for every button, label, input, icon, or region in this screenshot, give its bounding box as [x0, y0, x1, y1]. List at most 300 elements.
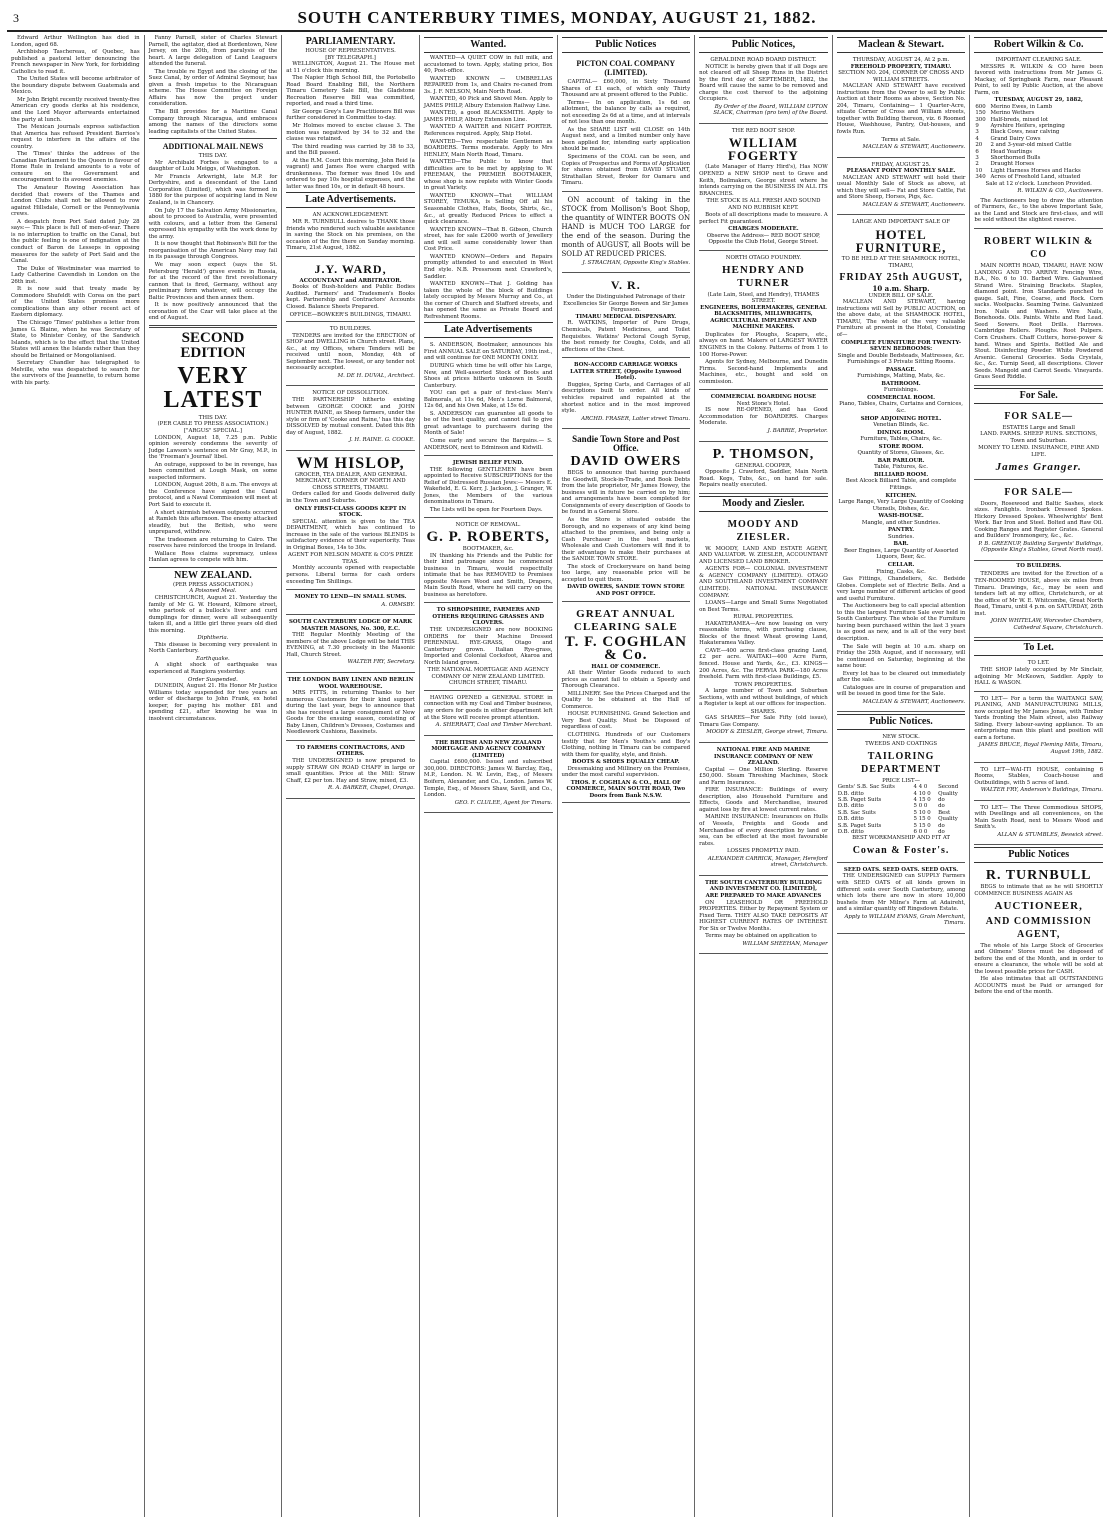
ad-body: The Auctioneers beg to draw the attention of Farmers, &c., to the above Important Sale, as the Land and Stock are first-class, and will be sold without the slightest reserve.: [974, 197, 1103, 224]
news-item: It is now thought that Robinson's Bill for the reorganisation of the American Navy may fail in its passage through Congress.: [148, 241, 278, 261]
ad-heading: TO BUILDERS.: [329, 326, 372, 333]
divider: [149, 567, 278, 568]
advertisement: [562, 431, 691, 601]
room-heading: BAR.: [893, 541, 909, 548]
ad-signature: J. STRACHAN, Opposite King's Stables.: [582, 259, 691, 266]
ad-heading: JEWISH BELIEF FUND.: [452, 460, 524, 467]
ad-body: Piano, Tables, Chairs, Curtains and Cornices, &c.: [839, 401, 963, 414]
ad-heading: FREEHOLD PROPERTY, TIMARU.: [850, 63, 952, 70]
table-cell: 4 15 0: [913, 796, 931, 803]
table-cell: 10: [975, 167, 983, 174]
ad-body: NOTICE is hereby given that if all Dogs are not cleared off all Sheep Runs in the District by the first day of SEPTEMBER, 1882, the Board will cause the same to be removed and charge the cost thereof to the adjoining Occupiers.: [699, 63, 828, 103]
ad-body: He also intimates that all OUTSTANDING ACCOUNTS must be Paid or arranged for before the end of the month.: [974, 976, 1103, 996]
masthead: [7, 6, 1107, 32]
room-heading: STORE ROOM.: [878, 443, 924, 450]
advertisement: [562, 194, 691, 274]
ad-body: IS now RE-OPENED, and has Good Accommodation for BOARDERS. Charges Moderate.: [699, 407, 828, 427]
ad-signature: ALLAN & STUMBLES, Beswick street.: [997, 831, 1103, 838]
ad-body: Dressmaking and Millinery on the Premises, under the most careful supervision.: [561, 765, 691, 779]
ad-body: BEGS to intimate that as he will SHORTLY COMMENCE BUSINESS AGAIN AS: [974, 884, 1103, 897]
table-cell: 20: [975, 142, 983, 149]
room-heading: BAR PARLOUR.: [877, 457, 925, 464]
news-item: The Napier High School Bill, the Portobello Road Board Enabling Bill, the Northern Timaru Cemetery Sale Bill, the Gladstone Recreation Reserve Bill was committed, reported, and read a third time.: [286, 75, 415, 108]
advertisement: [974, 231, 1103, 386]
ad-subheading: (Late Lain, Steel, and Hendry), THAMES STREET.: [707, 291, 820, 305]
ad-heading: FOR SALE—: [1004, 486, 1074, 498]
ad-body: HOUSE FURNISHING. Grand Selection and Very Best Quality. Must be Disposed of regardless of cost.: [561, 711, 691, 731]
ad-body: Come early and secure the Bargains.— S. ANDERSON, next to Edminson and Kidwill.: [423, 437, 553, 451]
ad-signature: JAMES BRUCE, Royal Fleming Mills, Timaru, August 19th, 1882.: [978, 742, 1103, 755]
ad-body: Furnishings.: [883, 387, 919, 394]
ad-name: HOTEL FURNITURE,: [855, 227, 947, 256]
ad-name: James Granger.: [995, 460, 1082, 473]
advertisement: [837, 865, 966, 934]
room-heading: COMMERCIAL ROOM.: [867, 394, 935, 401]
ad-body: TO LET— For a term the WAITANGI SAW, PLANING, AND MANUFACTURING MILLS, now occupied by Mr James Jonas, with Timber Yards fronting the Main street, also Railway Siding. Every labour-saving appliance. To an enterprising man this plant and position will earn a fortune.: [974, 695, 1103, 741]
news-item: Mr John Bright recently received twenty-five American cry goods clerks at his residence, and the Lord Mayor afterwards entertained the party at lunch.: [11, 96, 140, 123]
classified-item: WANTED A WAITER and NIGHT PORTER. References required. Apply, Ship Hotel.: [423, 124, 553, 138]
ad-heading: MONEY TO LEND—IN SMALL SUMS.: [294, 594, 407, 601]
ad-heading: THE BRITISH AND NEW ZEALAND MORTGAGE AND AGENCY COMPANY (LIMITED): [431, 739, 545, 759]
news-item: A short skirmish between outposts occurred at Ramleh this afternoon. The enemy attacked steadily, but the British, who were unprepared, withdrew.: [148, 509, 278, 536]
ad-heading: THE LONDON BABY LINEN AND BERLIN WOOL WAREHOUSE.: [287, 677, 414, 690]
ad-name: WILLIAM FOGERTY: [728, 135, 799, 164]
ad-heading: SOUTH CANTERBURY LODGE OF MARK MASTER MASONS, No. 300, E.C.: [289, 619, 413, 632]
table-cell: Black Cows, near calving: [990, 129, 1060, 136]
ad-heading: FOR SALE—: [1004, 410, 1074, 422]
table-cell: D.B. ditto: [837, 790, 864, 797]
advertisement: [424, 340, 553, 456]
ad-body: THE SHOP lately occupied by Mr Sinclair, adjoining Mr McKeown, Saddler. Apply to HALL & WASON.: [974, 666, 1103, 687]
ad-signature: J. BARRIE, Proprietor.: [767, 427, 828, 434]
ad-body: Best Alcock Billiard Table, and complete Fittings.: [845, 478, 957, 491]
news-item: The United States will become arbitrator of the boundary dispute between Guatemala and Mexico.: [11, 76, 140, 96]
ad-signature: R. WILKIN & CO., Auctioneers.: [1017, 188, 1103, 195]
room-heading: PASSAGE.: [885, 366, 917, 373]
column-2: [145, 35, 283, 1517]
ad-signature: MACLEAN & STEWART, Auctioneers.: [862, 698, 966, 705]
ad-body: Capital — One Million Sterling. Reserve £50,000. Steam Threshing Machines, Stock and Farm Insurance.: [699, 766, 828, 786]
subheading: [BY TELEGRAPH.]: [325, 54, 376, 61]
ad-body: MILLINERY. See the Prices Charged and the Quality to be obtained at the Hall of Commerce.: [561, 690, 691, 710]
subheading: THIS DAY.: [198, 153, 228, 160]
ad-body: HAKATERAMEA—Are now leasing on very reasonable terms, with purchasing clause, Blocks of the finest Wheat growing Land, Hakateramea Valley.: [699, 620, 828, 647]
table-cell: 340: [975, 174, 986, 181]
ad-heading: NEW STOCK.: [882, 734, 920, 741]
table-cell: do: [938, 822, 945, 829]
columns: [7, 35, 1107, 1517]
section-heading: Public Notices: [562, 37, 691, 53]
ad-name: P. THOMSON,: [712, 446, 815, 462]
news-item: An outrage, supposed to be in revenge, has been committed at Lough Mask, on some suspected informers.: [148, 461, 278, 481]
ad-subheading: ESTATES Large and Small: [1002, 424, 1075, 431]
table-cell: 5 10 0: [913, 809, 931, 816]
advertisement: [974, 482, 1103, 561]
table-cell: 3: [975, 155, 979, 162]
section-heading: TO BUILDERS.: [1016, 562, 1062, 569]
table-cell: 4 10 0: [913, 790, 931, 797]
table-cell: Merino Wethers: [990, 110, 1035, 117]
subheading: ["ARGUS" SPECIAL.]: [183, 427, 242, 434]
ad-heading: AN ACKNOWLEDGEMENT.: [312, 212, 389, 219]
section-heading: ADDITIONAL MAIL NEWS: [162, 142, 264, 152]
room-heading: SHOP ADJOINING HOTEL.: [860, 415, 942, 422]
table-cell: D.B. ditto: [837, 803, 864, 810]
ad-signature: ARCHD. FRASER, Latter street Timaru.: [581, 415, 691, 422]
ad-body: Observe the Address— RED BOOT SHOP, Opposite the Club Hotel, George Street.: [706, 232, 821, 246]
ad-subheading: LOSSES PROMPTLY PAID.: [726, 848, 800, 855]
room-heading: KITCHEN.: [885, 492, 917, 499]
ad-body: THE UNDERSIGNED is now prepared to supply STRAW ON ROAD CHAFF in large or small quantities. Price at the Mill: Straw Chaff, £2 per ton. Hay and Straw, mixed, £3.: [286, 758, 415, 784]
ad-signature: P. B. GREENUP, Building Sargents' Buildings, (Opposite King's Stables, Great North road).: [978, 540, 1103, 554]
ad-body: Beer Engines, Large Quantity of Assorted Liquors, Beer, &c.: [843, 547, 959, 561]
subheading: Earthquake.: [196, 655, 230, 662]
classified-item: WANTED KNOWN—That B. Gibson, Church street, has for sale £2000 worth of Jewellery and will sell same considerably lower than Cost Price.: [423, 226, 553, 253]
classified-item: WANTED KNOWN — UMBRELLAS REPAIRED from 1s, and Chairs re-caned from 3s. J. F. NELSON, Main North Road.: [423, 75, 553, 95]
ad-heading: THE SOUTH CANTERBURY BUILDING AND INVESTMENT CO. [LIMITED],: [704, 879, 822, 893]
ad-name: DAVID OWERS: [570, 454, 682, 470]
classified-item: WANTED, 40 Pick and Shovel Men. Apply to JAMES PHILP, Albury Extension Railway Line.: [423, 96, 553, 109]
advertisement: [974, 865, 1103, 999]
ad-body: ON account of taking in the STOCK from Mollison's Boot Shop, the quantity of WINTER BOOTS ON HAND is MUCH TOO LARGE for the end of the season. During the month of AUGUST, all Boots will be SOLD AT REDUCED PRICES.: [561, 195, 691, 258]
ad-signature: WILLIAM SHEEHAN, Manager: [742, 940, 828, 947]
ad-body: Boots of all descriptions made to measure. A perfect Fit guaranteed.: [699, 212, 828, 225]
advertisement: [424, 520, 553, 603]
ad-body: Books of Bush-holders and Public Bodies Audited. Farmers' and Tradesmen's Books kept. Partnership and Contractors' Accounts Closed. Balance Sheets Prepared.: [286, 284, 415, 310]
table-cell: D.B. ditto: [837, 828, 864, 835]
ad-body: THE Regular Monthly Meeting of the members of the above Lodge will be held THIS EVENING, at 7.30 precisely in the Masonic Hall, Church Street.: [286, 632, 415, 658]
table-cell: 2: [975, 161, 979, 168]
ad-body: MESSRS R. WILKIN & CO have been favored with instructions from Mr James G. Mackay, of Springbank Farm, near Pleasant Point, to sell by Public Auction, at the above Farm, on: [974, 63, 1103, 96]
subheading: (PER PRESS ASSOCIATION.): [173, 581, 253, 588]
ad-heading: LARGE AND IMPORTANT SALE OF: [852, 219, 951, 226]
subheading: HOUSE OF REPRESENTATIVES.: [305, 48, 396, 54]
table-cell: 4: [975, 135, 979, 142]
advertisement: [974, 694, 1103, 763]
ad-heading: TO SHROPSHIRE, FARMERS AND OTHERS REQUIRING GRASSES AND CLOVERS.: [432, 607, 545, 627]
ad-body: Capital £600,000. Issued and subscribed 300,000. DIRECTORS: James W. Barclay, Esq., M.P., London. N. W. Levin, Esq., of Messrs Boifern, Alexander, and Co., London. James W. Temple, Esq., of Messrs Shaw, Savill, and Co., London.: [423, 759, 553, 799]
ad-body: GAS SHARES—For Sale Fifty (old issue), Timaru Gas Company.: [699, 715, 828, 728]
ad-subheading: COMPLETE FURNITURE FOR TWENTY-SEVEN BEDROOMS:: [841, 339, 962, 353]
ad-signature: M. DE H. DUVAL, Architect.: [337, 372, 415, 379]
classified-item: WANTED—The Public to know that difficulties are to be met by applying to W. FREEMAN, the PREMIER BOOTMAKER, whose shop is now replete with Winter Goods in great Variety.: [423, 159, 553, 192]
ad-heading: Sandie Town Store and Post Office.: [572, 434, 680, 454]
advertisement: [286, 592, 415, 615]
advertisement: [974, 569, 1103, 638]
ad-body: Single and Double Bedsteads, Mattresses, &c. Furnishings of 3 Private Sitting Rooms.: [837, 352, 965, 366]
table-cell: Light Harness Horses and Hacks: [990, 167, 1081, 174]
ad-body: W. MOODY, LAND AND ESTATE AGENT, AND VALUATOR. W. ZIESLER, ACCOUNTANT AND LICENSED LAND BROKER.: [699, 545, 828, 565]
ad-name: Cowan & Foster's.: [852, 844, 950, 856]
news-item: It is now said that treaty made by Commodore Shufeldt with Corea on the part of the United States promises more complications than any other recent act of Eastern diplomacy.: [11, 286, 140, 319]
ad-body: Opposite J. Crawford, Saddler, Main North Road. Kegs, Tubs, &c., on hand for sale. Repairs neatly executed.: [699, 469, 828, 489]
ad-body: TO LET— The Three Commodious SHOPS, with Dwellings and all conveniences, on the Main South Road, next to Messrs Wood and Smith's.: [974, 804, 1103, 831]
advertisement: [424, 605, 553, 691]
ad-body: Agents for Sydney, Melbourne, and Dunedin Firms. Second-hand Implements and Machines, etc., bought and sold on commission.: [699, 359, 828, 385]
ad-heading: NOTICE OF REMOVAL.: [455, 522, 521, 529]
ad-subheading: ONLY FIRST-CLASS GOODS KEPT IN STOCK.: [294, 505, 407, 519]
news-item: Mr Francis Arkwright, late M.P. for Derbyshire, and a descendant of the Land Corporation (Limited), which was formed in 1880 for the purpose of acquiring land in New Zealand, is in Chancery.: [148, 173, 278, 207]
ad-body: MACLEAN AND STEWART will hold their usual Monthly Sale of Stock as above, at which they will sell— Fat and Store Cattle, Fat and Store Sheep, Horses, Pigs, &c.: [836, 174, 966, 201]
advertisement: [974, 765, 1103, 801]
ad-address: OFFICE—BOWKER'S BUILDINGS, TIMARU.: [289, 311, 412, 318]
column-8: [970, 35, 1107, 1517]
ad-subheading: AND COMMISSION AGENT,: [985, 915, 1092, 940]
subheading: Diphtheria.: [197, 635, 229, 642]
ad-body: THE PARTNERSHIP hitherto existing between GEORGE COOKE and JOHN HUNTER RAINE, as Sheep farmers, under the style or firm of 'Cooke and Raine,' has this day DISSOLVED by mutual consent. Dated this 8th day of August, 1882.: [286, 396, 415, 436]
room-heading: BATHROOM.: [881, 380, 921, 387]
ad-name: MOODY AND ZIESLER.: [727, 518, 800, 543]
table-cell: Half-breds, mixed lot: [990, 116, 1048, 123]
news-item: Edward Arthur Wellington has died in London, aged 68.: [11, 35, 140, 48]
ad-subheading: SECTION NO. 204, CORNER OF CROSS AND WILLIAM STREETS.: [838, 70, 964, 83]
ad-body: CAVE—400 acres first-class grazing Land, £2 per acre. WAITAKI—400 Acre Farm, fenced. House and Yards, &c., £3. KINGS—200 Acres, &c. The PERVIA PARK—180 Acres freehold. Farm with first-class Buildings, £5.: [699, 647, 828, 681]
ad-name: HENDRY AND TURNER: [722, 263, 805, 289]
ad-subheading: BEST WORKMANSHIP AND FIT AT: [852, 835, 951, 842]
ad-body: HAVING OPENED a GENERAL STORE in connection with my Coal and Timber business, any orders for goods in either department left at the Store will receive prompt attention.: [423, 694, 553, 721]
ad-subheading: ACCOUNTANT and ARBITRATOR.: [299, 277, 402, 284]
newspaper-title: SOUTH CANTERBURY TIMES, MONDAY, AUGUST 21, 1882.: [297, 8, 817, 27]
ad-subheading: RURAL PROPERTIES.: [733, 614, 794, 621]
column-1: [7, 35, 145, 1517]
table-cell: 4 4 0: [913, 784, 928, 791]
ad-body: AGENTS FOR— COLONIAL INVESTMENT & AGENCY COMPANY (LIMITED). OTAGO AND SOUTHLAND INVESTMENT COMPANY (LIMITED). NATIONAL INSURANCE COMPANY.: [699, 566, 828, 599]
ad-body: TO LET—WAI-ITI HOUSE, containing 6 Rooms, Stables, Coach-house and Outbuildings, with 5 acres of land.: [974, 766, 1103, 786]
ad-subheading: AUCTIONEER,: [994, 899, 1083, 912]
ad-signature: A. ORMSBY.: [381, 601, 415, 608]
advertisement: [837, 217, 966, 712]
column-6: [695, 35, 833, 1517]
ad-body: Every lot has to be cleared out immediately after the sale.: [836, 670, 966, 684]
ad-subheading: Terms at Sale.: [881, 136, 921, 143]
ad-heading: IMPORTANT CLEARING SALE.: [995, 57, 1082, 63]
classified-item: WANTED KNOWN—That J. Golding has taken the whole of the block of Buildings lately occupied by Messrs Murray and Co., at the corner of Church and Stafford streets, and has opened the same as Private Board and Refreshment Rooms.: [423, 281, 553, 320]
section-heading: Late Advertisements: [424, 322, 553, 338]
table-cell: Acres of Freehold Land, situated: [990, 174, 1081, 181]
news-item: A slight shock of earthquake was experienced at Rangiora yesterday.: [148, 662, 278, 676]
ad-body: Quantity of Stores, Glasses, &c.: [857, 450, 945, 457]
ad-subheading: AGENT FOR NELSON MOATE & CO'S PRIZE TEAS.: [288, 552, 414, 565]
table-cell: 600: [975, 103, 986, 110]
ad-signature: DAVID OWERS, SANDIE TOWN STORE AND POST OFFICE.: [567, 584, 685, 597]
ad-signature: MOODY & ZIESLER, George street, Timaru.: [706, 729, 828, 736]
ad-subheading: TOWN PROPERTIES.: [734, 681, 793, 688]
ad-signature: GEO. F. CLULEE, Agent for Timaru.: [454, 799, 553, 806]
news-item: Fanny Parnell, sister of Charles Stewart Parnell, the agitator, died at Bordentown, New Jersey, on the 20th, from paralysis of the heart. A large delegation of Land Leaguers attended the funeral.: [148, 35, 278, 68]
ad-subheading: BOOTS & SHOES EQUALLY CHEAP.: [572, 759, 680, 766]
news-item: DUNEDIN, August 21. His Honor Mr Justice Williams today suspended for two years an order of discharge to John Frank, ex hotel keeper, for paying his mother £81 and spending £21, after knowing he was in insolvent circumstances.: [148, 683, 278, 722]
newspaper-page: [7, 6, 1107, 1516]
section-heading: Robert Wilkin & Co.: [974, 37, 1103, 53]
ad-body: Orders called for and Goods delivered daily in the Town and Suburbs.: [286, 491, 415, 504]
news-item: Mr Archibald Forbes is engaged to a daughter of Lulu Meiggs, of Washington.: [148, 159, 278, 173]
table-cell: S.B. Paget Suits: [837, 822, 882, 829]
ad-heading: COMMERCIAL BOARDING HOUSE: [710, 394, 817, 401]
ad-body: MAIN NORTH ROAD, TIMARU, HAVE NOW LANDING AND TO ARRIVE Fencing Wire, B.A., No. 6 to 10. Barbed Wire. Galvanised Strand Wire. Straining Brackets. Staples, diamond point. Iron Standards punched to gauge. Salt, Fine, Coarse, and Rock. Corn sacks. Woolpacks. Seaming Twine. Galvanized Iron. Nails and Washers. Wire Nails, Bonehoods. Oils. Paints. White and Red Lead. Seed Sowers. Root Drills. Harrows. Cambridge Rollers. Ploughs. Root Pulpers. Corn Crushers. Chaff Cutters, horse-power & hand. Wines and Spirits. Bottled Ale and Stout. Disinfecting Powder. White Powdered Arsenic. General Groceries. Soda Crystals, &c., &c. Turnip Seed, all descriptions. Clover Seeds. Mangold and Carrot Seeds. Vineyards. Grass Seed Riddle.: [974, 262, 1103, 381]
advertisement: [699, 253, 828, 390]
news-item: The Amateur Rowing Association has decided that rowers of the Thames and London Clubs shall not be allowed to row against Hillsdale, Cornell or the Pennsylvania crews.: [11, 185, 140, 218]
subheading: THIS DAY.: [198, 414, 228, 421]
ad-body: THE UNDERSIGNED are now BOOKING ORDERS for their Machine Dressed PERENNIAL RYE-GRASS, Otago and Canterbury grown. Italian Rye-grass, Imported and Colonial Cocksfoot, Akaroa and North Island grown.: [423, 627, 553, 666]
ad-body: (Late Manager of Harry Hird's), Has NOW OPENED a NEW SHOP next to Grave and Keith, Boilmakers, George street where he intends carrying on the BUSINESS IN ALL ITS BRANCHES.: [699, 164, 828, 197]
ad-signature: THE NATIONAL MORTGAGE AND AGENCY COMPANY OF NEW ZEALAND LIMITED. CHURCH STREET, TIMARU.: [427, 667, 549, 687]
advertisement: [286, 743, 415, 799]
column-3: [282, 35, 420, 1517]
ad-heading: TO LET.: [1027, 660, 1050, 667]
ad-heading: THE RED BOOT SHOP.: [731, 127, 796, 134]
ad-subheading: TO BE HELD AT THE SHAMROCK HOTEL, TIMARU,: [841, 256, 961, 269]
ad-body: Terms may be obtained on application to: [705, 933, 817, 940]
ad-body: R. WATKINS, Importer of Pure Drugs, Chemicals, Patent Medicines, and Toilet Requisites. Watkins' Pectoral Cough Syrup, the best remedy for Coughs, Colds, and all affections of the Chest.: [561, 320, 691, 353]
ad-body: LAND. FARMS. SHEEP RUNS. SECTIONS, Town and Suburban.: [980, 431, 1098, 444]
ad-signature: J. H. RAINE. G. COOKE.: [349, 437, 415, 444]
section-heading: Public Notices: [974, 847, 1103, 863]
table-cell: Shorthorned Bulls: [990, 155, 1041, 162]
ad-body: ON LEASEHOLD OR FREEHOLD PROPERTIES. Either by Repayment System or Fixed Term. THEY ALSO TAKE DEPOSITS AT HIGHEST CURRENT RATES OF INTEREST. For Six or Twelve Months.: [699, 899, 828, 932]
room-heading: BILLIARD ROOM.: [874, 471, 929, 478]
ad-signature: WALTER FRY, Anderson's Buildings, Timaru.: [980, 787, 1103, 794]
advertisement: [424, 738, 553, 813]
subheading: Order Suspended.: [188, 676, 238, 683]
ad-subheading: BOOTMAKER, &c.: [462, 546, 514, 552]
ad-body: MONEY TO LEND. INSURANCE, FIRE AND LIFE.: [978, 445, 1100, 459]
ad-body: The stock of Crockeryware on hand being too large, any reasonable price will be accepted to quit them.: [561, 563, 691, 583]
divider: [149, 325, 278, 328]
news-item: A despatch from Port Said dated July 28 says:— This place is full of men-of-war. There is no interruption to traffic on the Canal, but the public feeling is one of indignation at the conduct of Baron de Lesseps in opposing measures for the safety of Port Said and the Canal.: [11, 218, 140, 265]
column-5: [558, 35, 696, 1517]
room-heading: CELLAR.: [887, 562, 915, 568]
classified-item: WANTED KNOWN—That WILLIAM STOREY, TEMUKA, is Selling Off all his Seasonable Clothes, Hats, Boots, Shirts, &c., &c., at greatly Reduced Prices to effect a quick clearance.: [423, 192, 553, 226]
ad-body: CAPITAL— £60,000, in Sixty Thousand Shares of £1 each, of which only Thirty Thousand are at present offered to the Public.: [561, 79, 691, 99]
news-item: The Duke of Westminster was married to Lady Catherine Cavendish in London on the 26th inst.: [11, 265, 140, 285]
ad-body: MACLEAN AND STEWART, having instructions will Sell by PUBLIC AUCTION, on the above date, at the SHAMROCK HOTEL, TIMARU, The whole of the very valuable Furniture at present in the Hotel, Consisting of—: [836, 299, 966, 338]
ad-body: SPECIAL attention is given to the TEA DEPARTMENT, which has continued to increase in the sale of the various BLENDS is satisfactory evidence of their superiority. Teas in Original Boxes, 14s to 30s.: [286, 518, 415, 551]
ad-body: Doors, Rosewood and Baltic Sashes, stock sizes. Fanlights. Ironbark Dressed Spokes. Hickory Dressed Spokes. Wheelwrights' Bent Work. Bar Iron and Steel. Bolted and Raw Oil. Cooking Ranges and Register Grates. General and Builders' Ironmongery, &c., &c.: [974, 500, 1103, 540]
ad-body: FIRE INSURANCE: Buildings of every description, also Household Furniture and Effects, Goods and Merchandise, insured against loss by fire at lowest current rates.: [699, 787, 828, 813]
news-item: It is now positively announced that the coronation of the Czar will take place at the end of August.: [148, 302, 278, 322]
ad-date: FRIDAY, AUGUST 25.: [871, 161, 931, 168]
advertisement: [699, 55, 828, 124]
ad-body: MARINE INSURANCE: Insurances on Hulls of Vessels, Freights and Goods and Merchandise of every description by land or sea, can be effected at the most favourable rates.: [699, 814, 828, 847]
news-item: The 'Times' thinks the address of the Canadian Parliament to the Queen in favour of Home Rule in Ireland amounts to a vote of censure on the Government and encouragement to its avowed enemies.: [11, 151, 140, 184]
news-item: Mr Holmes moved to excise clause 3. The motion was negatived by 34 to 32 and the clause was retained.: [286, 123, 415, 143]
table-cell: Head Yearlings: [990, 148, 1032, 155]
news-item: This disease is becoming very prevalent in North Canterbury.: [148, 641, 278, 655]
advertisement: [424, 693, 553, 736]
ad-body: Sale at 12 o'clock. Luncheon Provided.: [985, 180, 1092, 187]
news-item: The Chicago 'Times' publishes a letter from James G. Blaine, when he was Secretary of State, to Minister Conley, of the Sandwich Islands, which is to the effect that the United States will annex the Islands rather than they should be Britained or Mongolianised.: [11, 319, 140, 359]
ad-heading: SEED OATS. SEED OATS. SEED OATS.: [843, 866, 959, 873]
ad-signature: MACLEAN & STEWART, Auctioneers.: [862, 144, 966, 151]
column-7: [833, 35, 971, 1517]
ad-subheading: SHARES.: [750, 708, 777, 715]
table-cell: 300: [975, 116, 986, 123]
ad-body: A large number of Town and Suburban Sections, with and without buildings, of which a Register is kept at our offices for inspection.: [699, 688, 828, 708]
room-heading: WASH-HOUSE.: [878, 513, 924, 520]
table-cell: S.B. Sac Suits: [837, 809, 876, 816]
advertisement: [837, 732, 966, 862]
ad-name: T. F. COGHLAN & Co.: [564, 633, 687, 663]
advertisement: [286, 210, 415, 256]
table-cell: do: [938, 796, 945, 803]
news-item: LONDON, August 18, 7.25 p.m. Public opinion severely condemns the severity of Judge Lawson's sentence on Mr Gray, M.P., in the 'Freeman's Journal' libel.: [148, 434, 278, 461]
section-heading: For Sale.: [974, 388, 1103, 404]
ad-body: Furniture, Tables, Chairs, &c.: [860, 436, 942, 443]
ad-body: MR R. TURNBULL desires to THANK those friends who rendered such valuable assistance in saving the Stock on his premises, on the occasion of the fire there on Sunday morning. Timaru, 21st August, 1882.: [286, 219, 415, 252]
ad-body: S. ANDERSON can guarantee all goods to be of the best quality, and cannot fail to give great advantage to purchasers during the Month of Sale!: [423, 410, 553, 437]
classified-item: WANTED—Two respectable Gentlemen as BOARDERS. Terms moderate. Apply to Mrs HENLEY, Main North Road, Timaru.: [423, 138, 553, 158]
ad-subheading: GENERAL COOPER,: [735, 462, 792, 469]
ad-body: As the Store is situated outside the Borough, and no expenses of any kind being attached to the premises, and being only a Cash Purchaser in the best markets, Wholesale and Cash Customers will find it to their advantage to make their purchases at the SANDIE TOWN STORE.: [561, 516, 691, 563]
subheading: A Poisoned Meal.: [189, 588, 237, 595]
ad-signature: THOS. F. COGHLAN & CO., HALL OF COMMERCE, MAIN SOUTH ROAD, Two Doors from Bank N.S.W.: [566, 779, 686, 799]
ad-heading: V. R.: [610, 278, 641, 293]
classified-item: WANTED, a good BLACKSMITH. Apply to JAMES PHILP, Albury Extension Line.: [423, 110, 553, 123]
ad-signature: WALTER FRY, Secretary.: [347, 659, 415, 666]
ad-heading: PLEASANT POINT MONTHLY SALE.: [846, 168, 956, 175]
news-item: On July 17 the Salvation Army Missionaries, about to proceed to Australia, were presented with colours, and a letter from the General expressed his sympathy with the work done by the army.: [148, 207, 278, 240]
ad-heading: NATIONAL FIRE AND MARINE INSURANCE COMPANY OF NEW ZEALAND.: [714, 747, 813, 767]
table-cell: 3: [975, 129, 979, 136]
news-item: The third reading was carried by 38 to 33, and the Bill passed.: [286, 143, 415, 157]
classified-item: WANTED—A QUIET COW in full milk, and accustomed to town. Apply, stating price, Box 40, Post-office.: [423, 55, 553, 75]
advertisement: [974, 658, 1103, 691]
classified-item: WANTED KNOWN—Orders and Repairs promptly attended to and executed in West End style. N.B. Pressroom next Crawford's, Saddler.: [423, 253, 553, 280]
ad-body: MRS FITTS, in returning Thanks to her numerous Customers for their kind support during the last year, begs to announce that she has received a large consignment of New Goods for the ensuing season, consisting of Baby Linen, Children's Dresses, Costumes and Needlework Cushions, Bassinets.: [286, 690, 415, 736]
advertisement: [286, 259, 415, 322]
table-cell: 5 15 0: [913, 816, 931, 823]
advertisement: [286, 675, 415, 741]
advertisement: [424, 458, 553, 518]
ad-subheading: TWEEDS AND COATINGS: [865, 741, 938, 748]
ad-body: All their Winter Goods reduced to such prices as cannot fail to obtain a Speedy and Thorough Clearance.: [561, 670, 691, 690]
table-cell: Gents' S.B. Sac Suits: [837, 784, 895, 791]
ad-signature: A. SHERRATT, Coal and Timber Merchant.: [435, 722, 553, 729]
advertisement: [837, 55, 966, 158]
advertisement: [699, 514, 828, 743]
news-item: WELLINGTON, August 21. The House met at 11 o'clock this morning.: [286, 61, 415, 74]
section-heading: Wanted.: [424, 37, 553, 53]
ad-body: Catalogues are in course of preparation and will be issued in good time for the Sale.: [836, 684, 966, 698]
news-item: LONDON, August 20th, 8 a.m. The envoys at the Conference have signed the Canal protocol, and a Naval Commission will meet at Port Said to execute it.: [148, 482, 278, 508]
table-cell: 6: [975, 148, 979, 155]
ad-body: Monthly accounts opened with respectable persons. Liberal terms for cash orders exceeding Ten Shillings.: [286, 565, 415, 585]
news-item: The Mexican journals express satisfaction that America has refused President Barrios's request to interfere in the affairs of the country.: [11, 124, 140, 150]
ad-body: Specimens of the COAL can be seen, and Copies of Prospectus and Forms of Application for shares obtained from DAVID STUART, Strathallan Street, Broker for Oamaru and Timaru.: [561, 154, 691, 187]
ad-body: IN thanking his Friends and the Public for their kind patronage since he commenced business in Timaru, would respectfully intimate that he has REMOVED to Premises opposite Messrs Wood and Smith, Drapers, Main South Road, where he will carry on the business as heretofore.: [423, 552, 553, 598]
section-heading: NEW ZEALAND.: [174, 569, 252, 581]
ad-date: TUESDAY, AUGUST 29, 1882,: [994, 97, 1083, 104]
section-heading: PARLIAMENTARY.: [305, 36, 396, 47]
news-item: Wallace Ross claims supremacy, unless Hanlan agrees to compete with him.: [148, 550, 278, 564]
news-item: Archbishop Taschereau, of Quebec, has published a pastoral letter denouncing the French newspaper in New York, for forbidding Catholics to read it.: [11, 49, 140, 75]
ad-signature: R. A. BARKER, Chapel, Oranga.: [328, 785, 415, 792]
ad-body: TENDERS are invited for the ERECTION of SHOP and DWELLING in Church street. Plans, &c., at my Offices, where Tenders will be received until noon, Monday, 4th of September next. The lowest, or any tender not necessarily accepted.: [286, 332, 415, 372]
table-cell: Quality: [938, 816, 958, 823]
ad-body: THE STOCK IS ALL FRESH AND SOUND AND NO RUBBISH KEPT.: [706, 198, 821, 211]
ad-body: DURING which time he will offer his Large, New, and Well-assorted Stock of Boots and Shoes at prices hitherto unknown in South Canterbury.: [423, 362, 553, 389]
ad-heading: BON-ACCORD CARRIAGE WORKS LATTER STREET, (Opposite Lynwood Hotel).: [570, 362, 682, 382]
ad-body: Gas Fittings, Chandeliers, &c. Bedside Globes. Complete set of Electric Bells. And a very large number of different articles of good and useful Furniture.: [836, 576, 966, 602]
advertisement: [699, 745, 828, 876]
section-heading: Late Advertisements.: [286, 192, 415, 208]
ad-subheading: CHARGES MODERATE.: [728, 226, 799, 233]
ad-signature: By Order of the Board, WILLIAM UPTON SLACK, Chairman (pro tem) of the Board.: [713, 103, 828, 117]
ad-heading: PICTON COAL COMPANY (LIMITED).: [576, 59, 676, 77]
ad-heading: TO FARMERS CONTRACTORS, AND OTHERS.: [296, 744, 405, 758]
ad-body: The whole of his Large Stock of Groceries and Oilmens' Stores must be disposed of before the end of the Month, and in order to ensure a clearance, the whole will be sold at the lowest possible prices for CASH.: [974, 942, 1103, 975]
news-item: The trouble re Egypt and the closing of the Suez Canal, by order of Admiral Seymour, has given a fresh impetus to the Nicaraguan scheme. The House Committee on Foreign Affairs has now the project under consideration.: [148, 68, 278, 108]
